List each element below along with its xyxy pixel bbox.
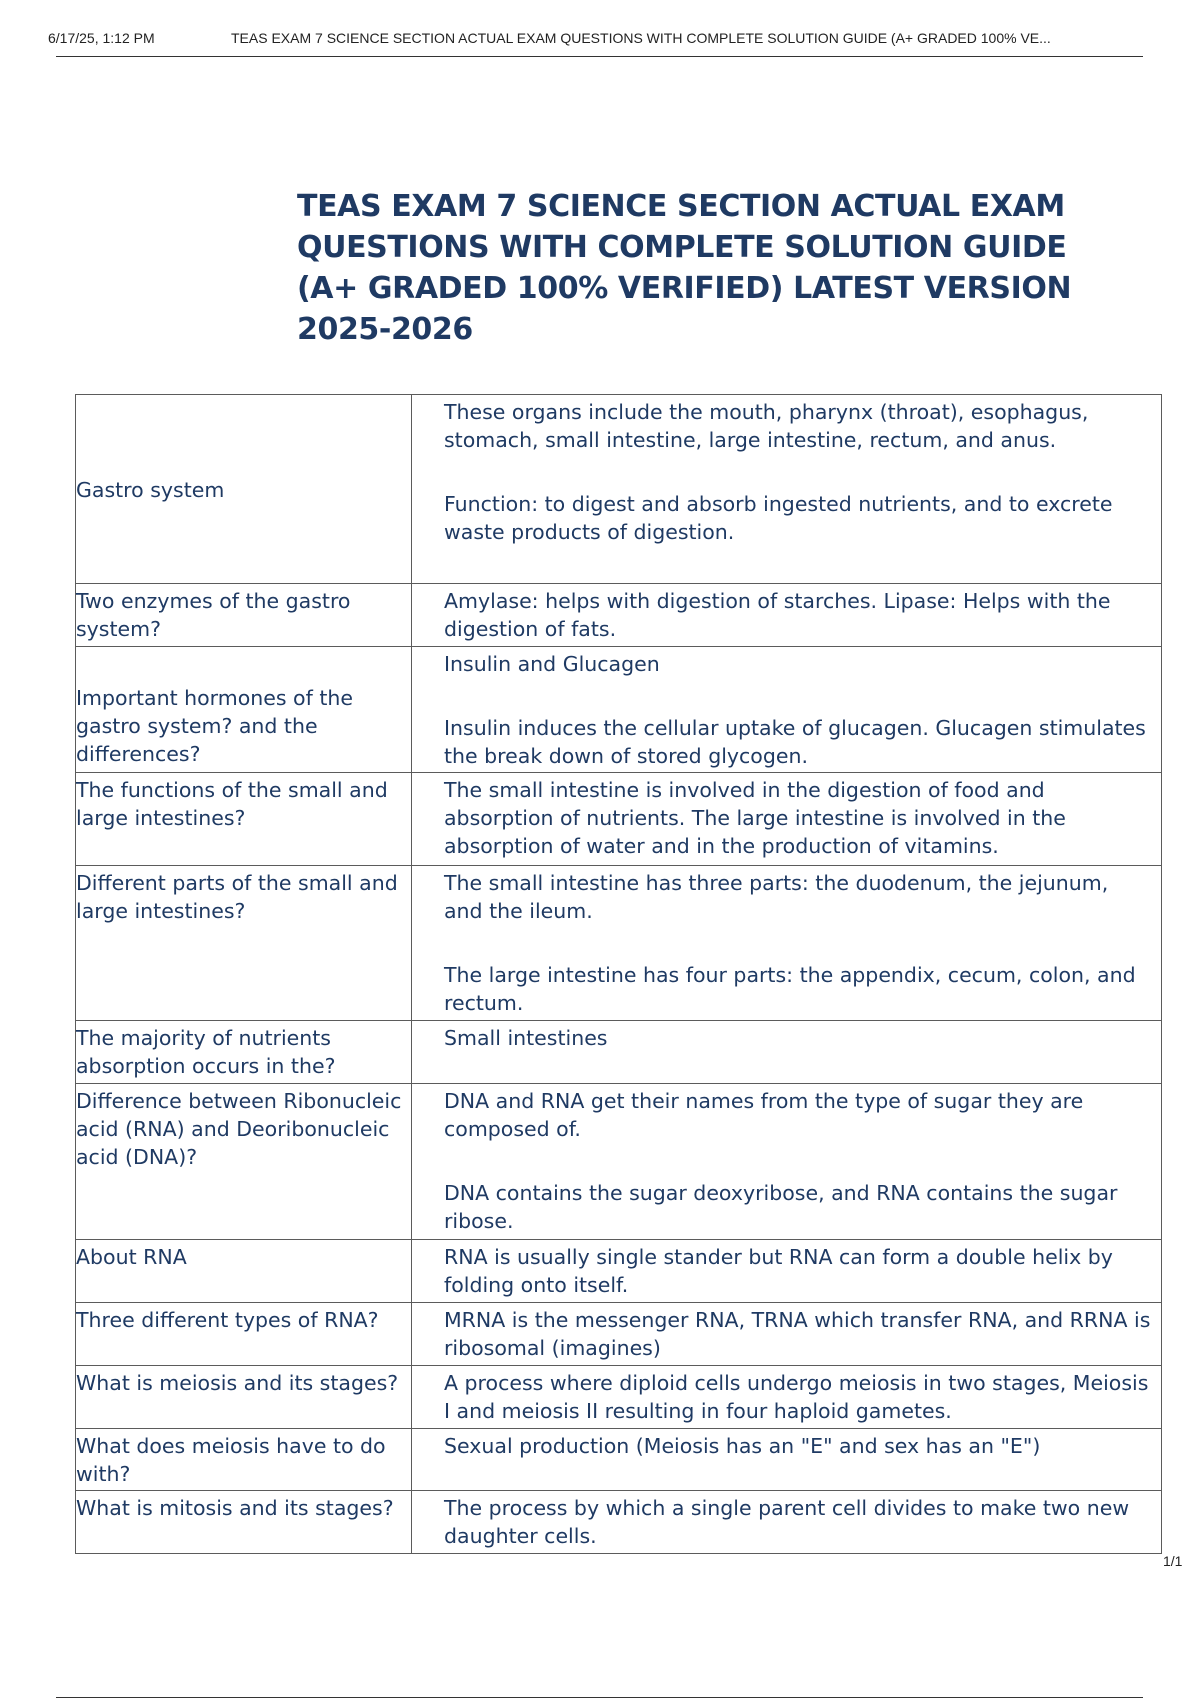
table-row	[76, 1240, 1162, 1303]
definition-cell	[412, 395, 1162, 584]
definition-paragraph: Insulin induces the cellular uptake of glucagen. Glucagen stimulates the break down of stored glycogen.	[444, 716, 1146, 768]
term-cell: What is mitosis and its stages?	[76, 1491, 412, 1554]
table-row	[76, 584, 1162, 647]
qa-table	[75, 394, 1162, 1554]
table-row	[76, 1491, 1162, 1554]
definition-cell	[412, 866, 1162, 1021]
definition-cell	[412, 1366, 1162, 1429]
definition-paragraph: Small intestines	[444, 1026, 608, 1050]
footer-rule	[56, 1697, 1143, 1698]
definition-cell	[412, 584, 1162, 647]
page-title: TEAS EXAM 7 SCIENCE SECTION ACTUAL EXAM QUESTIONS WITH COMPLETE SOLUTION GUIDE (A+ GRADED 100% VERIFIED) LATEST VERSION 2025-2026	[297, 189, 1072, 347]
term-cell: Three different types of RNA?	[76, 1303, 412, 1366]
definition-paragraph: These organs include the mouth, pharynx (throat), esophagus, stomach, small intestine, large intestine, rectum, and anus.	[444, 400, 1089, 452]
term-cell: Important hormones of the gastro system? and the differences?	[76, 647, 412, 773]
definition-cell	[412, 647, 1162, 773]
term-cell: What is meiosis and its stages?	[76, 1366, 412, 1429]
print-doc-title: TEAS EXAM 7 SCIENCE SECTION ACTUAL EXAM QUESTIONS WITH COMPLETE SOLUTION GUIDE (A+ GRADED 100% VE...	[231, 30, 1051, 46]
term-cell: Two enzymes of the gastro system?	[76, 584, 412, 647]
definition-cell	[412, 1303, 1162, 1366]
definition-paragraph: Sexual production (Meiosis has an "E" and sex has an "E")	[444, 1434, 1041, 1458]
definition-paragraph: Amylase: helps with digestion of starches. Lipase: Helps with the digestion of fats.	[444, 589, 1111, 641]
header-rule	[56, 56, 1143, 57]
table-row	[76, 1021, 1162, 1084]
definition-paragraph: The small intestine has three parts: the duodenum, the jejunum, and the ileum.	[444, 871, 1109, 923]
table-row	[76, 1303, 1162, 1366]
table-row	[76, 395, 1162, 584]
table-row	[76, 773, 1162, 866]
table-row	[76, 866, 1162, 1021]
definition-paragraph: DNA contains the sugar deoxyribose, and RNA contains the sugar ribose.	[444, 1181, 1118, 1233]
definition-paragraph: DNA and RNA get their names from the type of sugar they are composed of.	[444, 1089, 1084, 1141]
term-cell: Difference between Ribonucleic acid (RNA) and Deoribonucleic acid (DNA)?	[76, 1084, 412, 1240]
term-cell: Different parts of the small and large intestines?	[76, 866, 412, 1021]
definition-paragraph: MRNA is the messenger RNA, TRNA which transfer RNA, and RRNA is ribosomal (imagines)	[444, 1308, 1151, 1360]
definition-cell	[412, 1021, 1162, 1084]
term-cell: The functions of the small and large intestines?	[76, 773, 412, 866]
definition-paragraph: The large intestine has four parts: the appendix, cecum, colon, and rectum.	[444, 963, 1136, 1015]
definition-paragraph: The process by which a single parent cell divides to make two new daughter cells.	[444, 1496, 1130, 1548]
table-row	[76, 1366, 1162, 1429]
definition-paragraph: A process where diploid cells undergo meiosis in two stages, Meiosis I and meiosis II resulting in four haploid gametes.	[444, 1371, 1149, 1423]
term-cell: About RNA	[76, 1240, 412, 1303]
term-cell: What does meiosis have to do with?	[76, 1429, 412, 1491]
table-row	[76, 1084, 1162, 1240]
table-row	[76, 647, 1162, 773]
definition-paragraph: Insulin and Glucagen	[444, 652, 660, 676]
definition-cell	[412, 1240, 1162, 1303]
term-cell: Gastro system	[76, 395, 412, 584]
definition-cell	[412, 1491, 1162, 1554]
print-date: 6/17/25, 1:12 PM	[48, 30, 155, 46]
definition-paragraph: The small intestine is involved in the digestion of food and absorption of nutrients. The large intestine is involved in the absorption of water and in the production of vitamins.	[444, 778, 1066, 858]
definition-cell	[412, 1084, 1162, 1240]
print-header	[48, 30, 1143, 52]
definition-paragraph: RNA is usually single stander but RNA can form a double helix by folding onto itself.	[444, 1245, 1113, 1297]
definition-cell	[412, 1429, 1162, 1491]
definition-paragraph: Function: to digest and absorb ingested nutrients, and to excrete waste products of digestion.	[444, 492, 1113, 544]
definition-cell	[412, 773, 1162, 866]
table-row	[76, 1429, 1162, 1491]
page-number: 1/1	[1163, 1553, 1183, 1569]
term-cell: The majority of nutrients absorption occurs in the?	[76, 1021, 412, 1084]
